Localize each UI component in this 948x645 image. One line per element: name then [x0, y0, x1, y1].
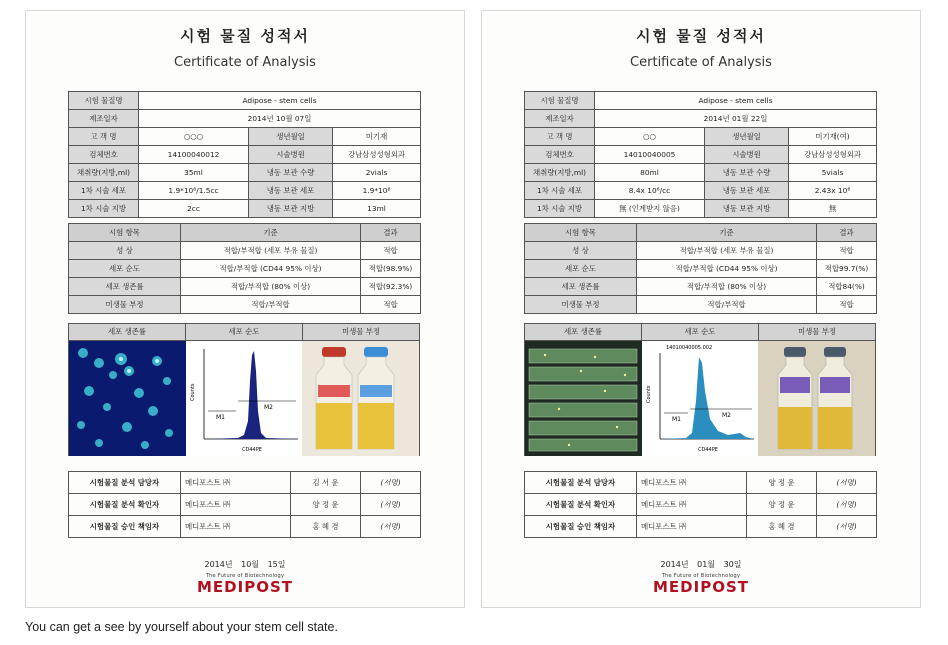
sterility-vials-photo — [758, 341, 875, 456]
test-header: 결과 — [817, 224, 877, 242]
info-value: 강남삼성성형외과 — [789, 146, 877, 164]
test-item: 미생물 부정 — [69, 296, 181, 314]
issue-date: 2014년 10월 15일 — [204, 560, 286, 569]
test-header: 시험 항목 — [69, 224, 181, 242]
signer-role: 시험물질 분석 확인자 — [69, 494, 181, 516]
info-value: 2014년 01월 22일 — [595, 110, 877, 128]
test-result: 적합84(%) — [817, 278, 877, 296]
viability-micrograph — [69, 341, 186, 456]
info-label: 냉동 보관 지방 — [705, 200, 789, 218]
signature-seal: (서명) — [361, 472, 421, 494]
test-item: 성 상 — [525, 242, 637, 260]
signature-seal: (서명) — [817, 472, 877, 494]
image-header: 세포 생존률 — [525, 324, 642, 340]
test-table — [68, 223, 421, 314]
title-korean: 시험 물질 성적서 — [636, 27, 766, 45]
sample-id-label: 14010040005.002 — [665, 345, 712, 351]
test-criterion: 적합/부적합 (80% 이상) — [181, 278, 361, 296]
x-axis-label: CD44PE — [697, 447, 718, 453]
info-value: 8.4x 10⁶/cc — [595, 182, 705, 200]
info-value: 無 — [789, 200, 877, 218]
signature-seal: (서명) — [817, 516, 877, 538]
info-value: 2vials — [333, 164, 421, 182]
info-label: 고 객 명 — [69, 128, 139, 146]
info-value: 2.43x 10⁶ — [789, 182, 877, 200]
info-value: 無 (인계받지 않음) — [595, 200, 705, 218]
info-value: 2014년 10월 07일 — [139, 110, 421, 128]
info-label: 채취량(지방,ml) — [525, 164, 595, 182]
test-result: 적합 — [361, 242, 421, 260]
logo-tagline: The Future of Biotechnology — [205, 573, 285, 579]
viability-micrograph — [525, 341, 642, 456]
signer-name: 김 서 윤 — [291, 472, 361, 494]
info-value: ○○○ — [139, 128, 249, 146]
image-header: 세포 순도 — [642, 324, 759, 340]
caption-text: You can get a see by yourself about your stem cell state. — [25, 620, 338, 634]
image-header: 미생물 부정 — [341, 327, 381, 336]
vials-image — [302, 341, 419, 456]
info-value: 5vials — [789, 164, 877, 182]
test-result: 적합 — [817, 242, 877, 260]
signer-name: 홍 혜 경 — [291, 516, 361, 538]
signature-table — [524, 471, 877, 538]
medipost-logo — [482, 573, 920, 595]
signer-role: 시험물질 승인 책임자 — [69, 516, 181, 538]
info-label: 냉동 보관 수량 — [249, 164, 333, 182]
image-header: 세포 순도 — [186, 324, 303, 340]
info-label: 생년월일 — [705, 128, 789, 146]
info-label: 1차 시술 세포 — [525, 182, 595, 200]
purity-histogram — [186, 341, 303, 456]
test-item: 세포 생존률 — [525, 278, 637, 296]
logo-brand: MEDIPOST — [197, 578, 293, 596]
issue-date: 2014년 01월 30일 — [660, 560, 742, 569]
certificate-left — [25, 10, 465, 608]
info-label: 고 객 명 — [525, 128, 595, 146]
signer-role: 시험물질 분석 담당자 — [525, 472, 637, 494]
info-value: 14010040005 — [595, 146, 705, 164]
signer-org: 메디포스트 ㈜ — [637, 516, 747, 538]
signer-name: 양 정 윤 — [747, 472, 817, 494]
test-header: 기준 — [181, 224, 361, 242]
info-label: 1차 시술 지방 — [69, 200, 139, 218]
info-label: 제조일자 — [525, 110, 595, 128]
title-korean: 시험 물질 성적서 — [180, 27, 310, 45]
y-axis-label: Counts — [645, 385, 652, 403]
vials-image — [758, 341, 875, 456]
gate-label-m1: M1 — [215, 414, 225, 421]
flow-cytometry-plot — [186, 341, 303, 456]
fluorescent-cells-image — [69, 341, 186, 456]
x-axis-label: CD44PE — [241, 447, 262, 453]
image-header: 세포 생존률 — [69, 324, 186, 340]
signature-table — [68, 471, 421, 538]
signer-role: 시험물질 분석 담당자 — [69, 472, 181, 494]
info-label: 냉동 보관 세포 — [249, 182, 333, 200]
info-label: 시험 물질명 — [525, 92, 595, 110]
test-criterion: 적합/부적합 — [181, 296, 361, 314]
info-label: 검체번호 — [69, 146, 139, 164]
test-item: 세포 생존률 — [69, 278, 181, 296]
info-label: 시술병원 — [705, 146, 789, 164]
gate-label-m2: M2 — [263, 404, 273, 411]
info-label: 시험 물질명 — [69, 92, 139, 110]
test-result: 적합99.7(%) — [817, 260, 877, 278]
test-criterion: 적합/부적합 (CD44 95% 이상) — [637, 260, 817, 278]
test-header: 결과 — [361, 224, 421, 242]
test-result: 적합 — [361, 296, 421, 314]
hemocytometer-image — [525, 341, 642, 456]
test-result: 적합(98.9%) — [361, 260, 421, 278]
test-item: 세포 순도 — [525, 260, 637, 278]
title-english: Certificate of Analysis — [630, 55, 772, 70]
gate-label-m1: M1 — [671, 416, 681, 423]
info-label: 채취량(지방,ml) — [69, 164, 139, 182]
signer-org: 메디포스트 ㈜ — [181, 516, 291, 538]
test-item: 세포 순도 — [69, 260, 181, 278]
signature-seal: (서명) — [361, 494, 421, 516]
gate-label-m2: M2 — [721, 412, 731, 419]
info-label: 1차 시술 지방 — [525, 200, 595, 218]
certificate-right — [481, 10, 921, 608]
signer-role: 시험물질 분석 확인자 — [525, 494, 637, 516]
signer-org: 메디포스트 ㈜ — [181, 494, 291, 516]
signer-name: 양 정 윤 — [291, 494, 361, 516]
signer-org: 메디포스트 ㈜ — [637, 472, 747, 494]
info-label: 제조일자 — [69, 110, 139, 128]
flow-cytometry-plot — [642, 341, 759, 456]
info-label: 검체번호 — [525, 146, 595, 164]
info-value: 2cc — [139, 200, 249, 218]
info-value: 강남삼성성형외과 — [333, 146, 421, 164]
info-value: 미기재(여) — [789, 128, 877, 146]
info-label: 냉동 보관 수량 — [705, 164, 789, 182]
info-value: 14100040012 — [139, 146, 249, 164]
y-axis-label: Counts — [189, 383, 196, 401]
info-value: 미기재 — [333, 128, 421, 146]
info-value: 1.9*10⁶ — [333, 182, 421, 200]
image-panel — [524, 323, 876, 456]
signer-name: 양 정 윤 — [747, 494, 817, 516]
test-result: 적합 — [817, 296, 877, 314]
logo-tagline: The Future of Biotechnology — [661, 573, 741, 579]
test-criterion: 적합/부적합 (세포 부유 물질) — [181, 242, 361, 260]
image-header: 미생물 부정 — [797, 327, 837, 336]
medipost-logo — [26, 573, 464, 595]
info-value: 35ml — [139, 164, 249, 182]
info-table — [68, 91, 421, 218]
info-label: 1차 시술 세포 — [69, 182, 139, 200]
test-result: 적합(92.3%) — [361, 278, 421, 296]
signer-role: 시험물질 승인 책임자 — [525, 516, 637, 538]
signature-seal: (서명) — [817, 494, 877, 516]
signer-org: 메디포스트 ㈜ — [637, 494, 747, 516]
info-table — [524, 91, 877, 218]
test-item: 성 상 — [69, 242, 181, 260]
info-value: ○○ — [595, 128, 705, 146]
signature-seal: (서명) — [361, 516, 421, 538]
title-english: Certificate of Analysis — [174, 55, 316, 70]
info-value: 13ml — [333, 200, 421, 218]
test-header: 기준 — [637, 224, 817, 242]
test-header: 시험 항목 — [525, 224, 637, 242]
test-criterion: 적합/부적합 (CD44 95% 이상) — [181, 260, 361, 278]
test-table — [524, 223, 877, 314]
info-label: 냉동 보관 지방 — [249, 200, 333, 218]
test-criterion: 적합/부적합 — [637, 296, 817, 314]
info-value: 80ml — [595, 164, 705, 182]
info-label: 시술병원 — [249, 146, 333, 164]
signer-org: 메디포스트 ㈜ — [181, 472, 291, 494]
info-value: 1.9*10⁶/1.5cc — [139, 182, 249, 200]
test-criterion: 적합/부적합 (80% 이상) — [637, 278, 817, 296]
info-label: 생년월일 — [249, 128, 333, 146]
info-value: Adipose - stem cells — [595, 92, 877, 110]
info-label: 냉동 보관 세포 — [705, 182, 789, 200]
test-item: 미생물 부정 — [525, 296, 637, 314]
info-value: Adipose - stem cells — [139, 92, 421, 110]
logo-brand: MEDIPOST — [653, 578, 749, 596]
signer-name: 홍 혜 경 — [747, 516, 817, 538]
image-panel — [68, 323, 420, 456]
purity-histogram — [642, 341, 759, 456]
test-criterion: 적합/부적합 (세포 부유 물질) — [637, 242, 817, 260]
sterility-vials-photo — [302, 341, 419, 456]
